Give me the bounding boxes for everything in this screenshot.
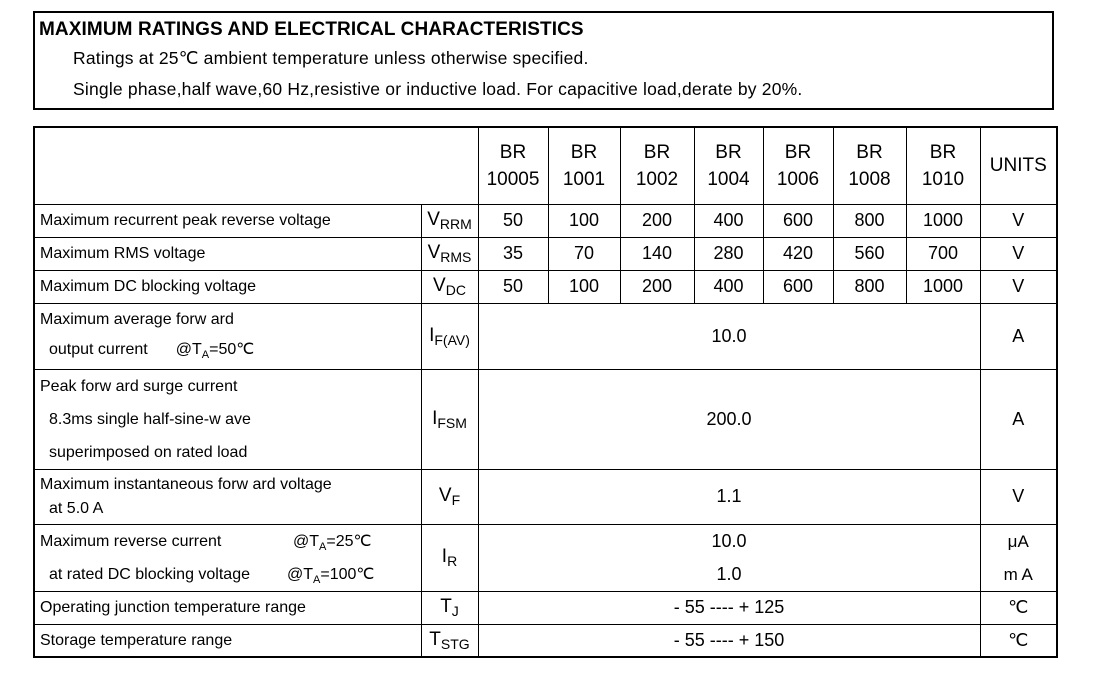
value-cell: 10.0 (478, 303, 980, 369)
row-tj (34, 591, 1057, 624)
ratings-table (33, 126, 1058, 658)
row-description: Storage temperature range (34, 624, 421, 657)
row-vf (34, 469, 1057, 524)
row-symbol: $I_{F(AV)}$ (421, 303, 478, 369)
unit-cell: μA m A (980, 524, 1057, 591)
unit-cell: ℃ (980, 591, 1057, 624)
row-symbol: $T_J$ (421, 591, 478, 624)
value-cell: 800 (833, 270, 906, 303)
header-blank-cell (34, 127, 478, 204)
col-header-br1010: BR 1010 (906, 127, 980, 204)
section-title: MAXIMUM RATINGS AND ELECTRICAL CHARACTERISTICS (39, 19, 584, 40)
value-cell: 35 (478, 237, 548, 270)
row-description: Maximum instantaneous forw ard voltage at 5.0 A (34, 469, 421, 524)
row-symbol: $I_{FSM}$ (421, 369, 478, 469)
value-cell: 200 (620, 270, 694, 303)
row-ir (34, 524, 1057, 591)
col-header-br1002: BR 1002 (620, 127, 694, 204)
value-cell: 50 (478, 270, 548, 303)
row-ifav (34, 303, 1057, 369)
value-cell: 100 (548, 270, 620, 303)
value-cell: 10.0 1.0 (478, 524, 980, 591)
row-description: Peak forw ard surge current 8.3ms single half-sine-w ave superimposed on rated load (34, 369, 421, 469)
col-header-br1006: BR 1006 (763, 127, 833, 204)
value-cell: 200.0 (478, 369, 980, 469)
row-symbol: $T_{STG}$ (421, 624, 478, 657)
value-cell: - 55 ---- + 150 (478, 624, 980, 657)
value-cell: - 55 ---- + 125 (478, 591, 980, 624)
value-cell: 600 (763, 204, 833, 237)
value-cell: 700 (906, 237, 980, 270)
row-description: Operating junction temperature range (34, 591, 421, 624)
value-cell: 100 (548, 204, 620, 237)
value-cell: 560 (833, 237, 906, 270)
row-symbol: $V_{DC}$ (421, 270, 478, 303)
row-symbol: $V_{RRM}$ (421, 204, 478, 237)
row-vdc (34, 270, 1057, 303)
unit-cell: ℃ (980, 624, 1057, 657)
col-header-br1001: BR 1001 (548, 127, 620, 204)
load-note: Single phase,half wave,60 Hz,resistive or inductive load. For capacitive load,derate by 20%. (73, 79, 803, 99)
row-description: Maximum RMS voltage (34, 237, 421, 270)
unit-cell: A (980, 303, 1057, 369)
value-cell: 400 (694, 270, 763, 303)
row-symbol: $V_F$ (421, 469, 478, 524)
col-header-br1004: BR 1004 (694, 127, 763, 204)
row-description: Maximum average forw ard output current $@T_A=50℃$ (34, 303, 421, 369)
value-cell: 420 (763, 237, 833, 270)
value-cell: 50 (478, 204, 548, 237)
row-ifsm (34, 369, 1057, 469)
value-cell: 70 (548, 237, 620, 270)
unit-cell: V (980, 270, 1057, 303)
row-tstg (34, 624, 1057, 657)
value-cell: 280 (694, 237, 763, 270)
header-row (34, 127, 1057, 204)
unit-cell: A (980, 369, 1057, 469)
value-cell: 1.1 (478, 469, 980, 524)
row-description: Maximum reverse current $@T_A=25℃$ at rated DC blocking voltage $@T_A=100℃$ (34, 524, 421, 591)
row-symbol: $V_{RMS}$ (421, 237, 478, 270)
unit-cell: V (980, 469, 1057, 524)
value-cell: 200 (620, 204, 694, 237)
unit-cell: V (980, 204, 1057, 237)
row-vrms (34, 237, 1057, 270)
row-description: Maximum DC blocking voltage (34, 270, 421, 303)
value-cell: 800 (833, 204, 906, 237)
value-cell: 140 (620, 237, 694, 270)
row-description: Maximum recurrent peak reverse voltage (34, 204, 421, 237)
value-cell: 600 (763, 270, 833, 303)
ratings-note: Ratings at 25℃ ambient temperature unless otherwise specified. (73, 48, 589, 68)
units-header: UNITS (980, 127, 1057, 204)
header-box (33, 11, 1054, 110)
row-vrrm (34, 204, 1057, 237)
row-symbol: $I_R$ (421, 524, 478, 591)
col-header-br10005: BR 10005 (478, 127, 548, 204)
value-cell: 400 (694, 204, 763, 237)
col-header-br1008: BR 1008 (833, 127, 906, 204)
unit-cell: V (980, 237, 1057, 270)
value-cell: 1000 (906, 204, 980, 237)
value-cell: 1000 (906, 270, 980, 303)
